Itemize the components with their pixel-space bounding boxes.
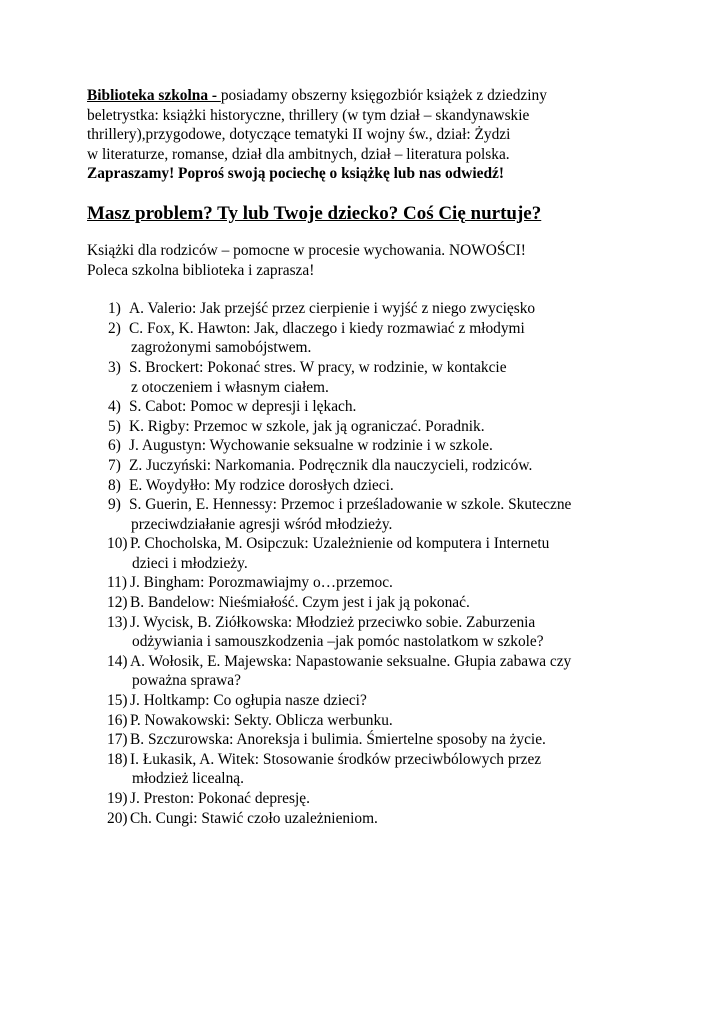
intro-paragraph [87,86,647,184]
book-entry-continuation: poważna sprawa? [132,672,241,690]
list-item [87,319,647,358]
intro-line: thrillery),przygodowe, dotyczące tematyki II wojny św., dział: Żydzi [87,126,511,144]
list-item-number: 13) [107,613,128,631]
book-entry: I. Łukasik, A. Witek: Stosowanie środków przeciwbólowych przez [130,750,542,768]
list-item [87,652,647,691]
list-item [87,358,647,397]
list-item [87,495,647,534]
list-item-number: 4) [108,398,121,416]
invitation-text: Zapraszamy! Poproś swoją pociechę o książkę lub nas odwiedź! [87,165,504,183]
list-item-number: 17) [107,731,128,749]
book-entry: B. Szczurowska: Anoreksja i bulimia. Śmiertelne sposoby na życie. [130,731,546,749]
list-item-number: 11) [107,574,127,592]
book-entry: J. Bingham: Porozmawiajmy o…przemoc. [130,574,393,592]
book-entry-continuation: odżywiania i samouszkodzenia –jak pomóc nastolatkom w szkole? [132,633,544,651]
book-list [87,299,647,828]
book-entry: S. Guerin, E. Hennessy: Przemoc i prześladowanie w szkole. Skuteczne [129,496,572,514]
book-entry-continuation: przeciwdziałanie agresji wśród młodzieży. [131,515,393,533]
parents-paragraph [87,241,647,280]
book-entry-continuation: dzieci i młodzieży. [132,554,248,572]
list-item-number: 12) [107,594,128,612]
list-item [87,593,647,613]
list-item-number: 19) [107,790,128,807]
list-item-number: 18) [107,750,128,768]
book-entry: J. Preston: Pokonać depresję. [130,790,310,807]
list-item-number: 7) [108,456,121,474]
list-item [87,476,647,496]
intro-line: w literaturze, romanse, dział dla ambitnych, dział – literatura polska. [87,145,510,163]
list-item [87,789,647,809]
list-item-number: 20) [107,809,128,827]
document-page [87,86,647,828]
book-entry: S. Brockert: Pokonać stres. W pracy, w rodzinie, w kontakcie [129,358,507,376]
book-entry: P. Nowakowski: Sekty. Oblicza werbunku. [130,711,393,729]
section-heading: Masz problem? Ty lub Twoje dziecko? Coś Cię nurtuje? [87,202,542,224]
book-entry: Z. Juczyński: Narkomania. Podręcznik dla nauczycieli, rodziców. [129,456,533,474]
list-item [87,436,647,456]
book-entry: K. Rigby: Przemoc w szkole, jak ją ograniczać. Poradnik. [129,417,485,435]
list-item [87,613,647,652]
list-item-number: 15) [107,692,128,710]
list-item [87,711,647,731]
list-item-number: 1) [108,300,121,318]
intro-line: beletrystka: książki historyczne, thrillery (w tym dział – skandynawskie [87,106,530,124]
list-item [87,456,647,476]
list-item [87,573,647,593]
book-entry-continuation: z otoczeniem i własnym ciałem. [131,378,329,396]
list-item [87,534,647,573]
list-item-number: 16) [107,711,128,729]
list-item-number: 10) [107,535,128,553]
list-item-number: 9) [108,496,121,514]
book-entry: J. Wycisk, B. Ziółkowska: Młodzież przeciwko sobie. Zaburzenia [130,613,536,631]
intro-line: posiadamy obszerny księgozbiór książek z dziedziny [220,87,547,104]
parents-line: Książki dla rodziców – pomocne w procesie wychowania. NOWOŚCI! [87,241,526,259]
book-entry: C. Fox, K. Hawton: Jak, dlaczego i kiedy rozmawiać z młodymi [129,319,525,337]
list-item [87,691,647,711]
list-item-number: 3) [108,358,121,376]
list-item [87,809,647,829]
parents-line: Poleca szkolna biblioteka i zaprasza! [87,261,315,279]
list-item-number: 14) [107,652,128,670]
book-entry: J. Augustyn: Wychowanie seksualne w rodzinie i w szkole. [129,437,493,455]
book-entry: Ch. Cungi: Stawić czoło uzależnieniom. [130,809,378,827]
list-item-number: 6) [108,437,121,455]
book-entry: P. Chocholska, M. Osipczuk: Uzależnienie od komputera i Internetu [130,535,550,553]
list-item-number: 2) [108,319,121,337]
book-entry: J. Holtkamp: Co ogłupia nasze dzieci? [130,692,367,710]
book-entry: A. Wołosik, E. Majewska: Napastowanie seksualne. Głupia zabawa czy [130,652,572,670]
book-entry: A. Valerio: Jak przejść przez cierpienie i wyjść z niego zwycięsko [129,300,536,318]
list-item [87,397,647,417]
book-entry: S. Cabot: Pomoc w depresji i lękach. [129,398,357,416]
library-lead: Biblioteka szkolna - [87,87,221,104]
list-item [87,417,647,437]
list-item [87,299,647,319]
list-item [87,730,647,750]
list-item-number: 5) [108,417,121,435]
book-entry-continuation: zagrożonymi samobójstwem. [131,339,312,357]
book-entry-continuation: młodzież licealną. [132,770,244,788]
book-entry: E. Woydyłło: My rodzice dorosłych dzieci. [129,476,394,494]
book-entry: B. Bandelow: Nieśmiałość. Czym jest i jak ją pokonać. [130,594,470,612]
list-item [87,750,647,789]
list-item-number: 8) [108,476,121,494]
